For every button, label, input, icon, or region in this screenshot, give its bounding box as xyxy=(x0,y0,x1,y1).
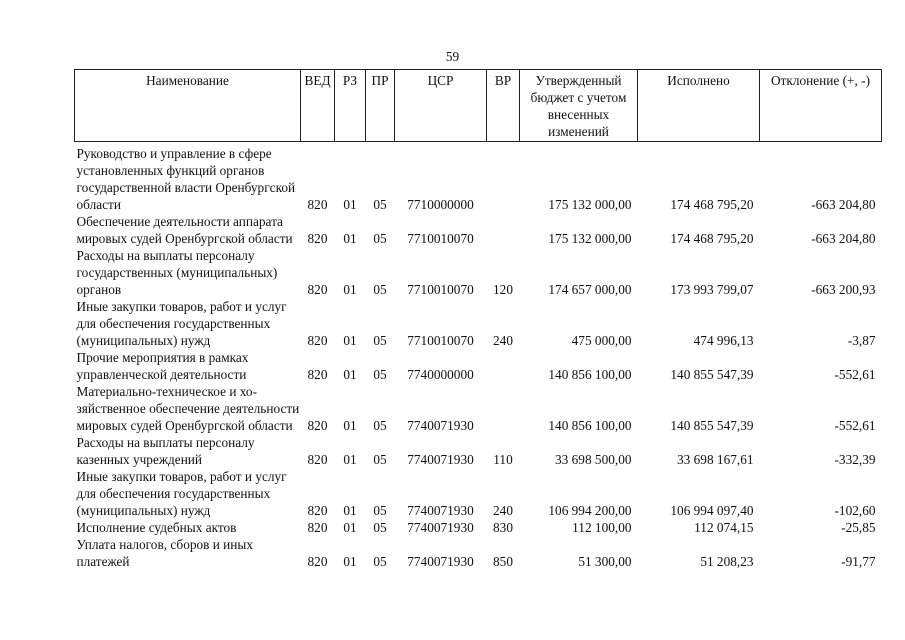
cell-approved: 140 856 100,00 xyxy=(548,418,632,433)
cell-approved: 106 994 200,00 xyxy=(548,503,632,518)
cell-executed: 33 698 167,61 xyxy=(677,452,754,467)
cell-pr: 05 xyxy=(373,520,387,535)
cell-pr: 05 xyxy=(373,503,387,518)
cell-csr: 7740071930 xyxy=(407,503,474,518)
table-header-row xyxy=(75,70,882,142)
cell-csr: 7740000000 xyxy=(407,367,474,382)
header-csr: ЦСР xyxy=(395,70,487,142)
cell-vr: 120 xyxy=(493,282,513,297)
cell-ved: 820 xyxy=(307,554,328,569)
cell-pr: 05 xyxy=(373,452,387,467)
table-row xyxy=(75,213,882,247)
cell-deviation: -552,61 xyxy=(834,418,876,433)
cell-name: Руководство и управление в сфере установленных функций органов государственной власти Оренбургской области xyxy=(76,146,296,212)
table-row xyxy=(75,383,882,434)
cell-vr: 830 xyxy=(493,520,513,535)
cell-deviation: -663 200,93 xyxy=(811,282,876,297)
cell-ved: 820 xyxy=(307,231,328,246)
cell-vr: 110 xyxy=(493,452,513,467)
cell-vr xyxy=(487,349,520,383)
cell-csr: 7740071930 xyxy=(407,520,474,535)
cell-approved: 175 132 000,00 xyxy=(548,197,632,212)
cell-csr: 7740071930 xyxy=(407,452,474,467)
cell-ved: 820 xyxy=(307,197,328,212)
cell-vr xyxy=(487,213,520,247)
cell-vr: 240 xyxy=(493,503,513,518)
cell-rz: 01 xyxy=(343,333,357,348)
cell-csr: 7740071930 xyxy=(407,554,474,569)
cell-rz: 01 xyxy=(343,503,357,518)
table-row xyxy=(75,142,882,214)
cell-pr: 05 xyxy=(373,554,387,569)
table-row xyxy=(75,468,882,519)
cell-vr: 850 xyxy=(493,554,513,569)
cell-name: Иные закупки товаров, работ и услуг для обеспечения государственных (муниципальных) нужд xyxy=(76,469,287,518)
cell-approved: 475 000,00 xyxy=(571,333,632,348)
cell-deviation: -25,85 xyxy=(841,520,876,535)
cell-csr: 7710010070 xyxy=(407,282,474,297)
cell-pr: 05 xyxy=(373,197,387,212)
table-row xyxy=(75,536,882,570)
cell-rz: 01 xyxy=(343,367,357,382)
cell-rz: 01 xyxy=(343,418,357,433)
cell-deviation: -102,60 xyxy=(834,503,876,518)
cell-ved: 820 xyxy=(307,333,328,348)
cell-pr: 05 xyxy=(373,367,387,382)
header-pr: ПР xyxy=(366,70,395,142)
table-row xyxy=(75,434,882,468)
header-ved: ВЕД xyxy=(301,70,335,142)
cell-executed: 112 074,15 xyxy=(694,520,754,535)
table-row xyxy=(75,349,882,383)
cell-deviation: -663 204,80 xyxy=(811,197,876,212)
cell-vr: 240 xyxy=(493,333,513,348)
cell-executed: 173 993 799,07 xyxy=(670,282,754,297)
cell-deviation: -663 204,80 xyxy=(811,231,876,246)
cell-pr: 05 xyxy=(373,418,387,433)
cell-ved: 820 xyxy=(307,418,328,433)
cell-executed: 174 468 795,20 xyxy=(670,197,754,212)
cell-name: Иные закупки товаров, работ и услуг для обеспечения государственных (муниципальных) нужд xyxy=(76,299,287,348)
cell-vr xyxy=(487,383,520,434)
budget-table xyxy=(74,69,882,570)
cell-executed: 140 855 547,39 xyxy=(670,418,754,433)
cell-name: Обеспечение деятельности аппарата мировых судей Оренбургской области xyxy=(76,214,293,246)
cell-name: Расходы на выплаты персоналу казенных учреждений xyxy=(76,435,255,467)
cell-csr: 7710010070 xyxy=(407,231,474,246)
header-vr: ВР xyxy=(487,70,520,142)
cell-approved: 174 657 000,00 xyxy=(548,282,632,297)
cell-pr: 05 xyxy=(373,282,387,297)
cell-csr: 7740071930 xyxy=(407,418,474,433)
header-approved: Утвержденный бюджет с учетом внесенных изменений xyxy=(520,70,638,142)
cell-executed: 474 996,13 xyxy=(693,333,754,348)
cell-approved: 140 856 100,00 xyxy=(548,367,632,382)
cell-executed: 106 994 097,40 xyxy=(670,503,754,518)
cell-pr: 05 xyxy=(373,231,387,246)
cell-ved: 820 xyxy=(307,503,328,518)
cell-rz: 01 xyxy=(343,520,357,535)
table-row xyxy=(75,519,882,536)
cell-name: Исполнение судебных актов xyxy=(76,520,237,535)
cell-name: Уплата налогов, сборов и иных платежей xyxy=(76,537,254,569)
cell-csr: 7710000000 xyxy=(407,197,474,212)
cell-deviation: -332,39 xyxy=(834,452,876,467)
cell-deviation: -552,61 xyxy=(834,367,876,382)
cell-approved: 175 132 000,00 xyxy=(548,231,632,246)
cell-name: Расходы на выплаты персоналу государственных (муниципальных) органов xyxy=(76,248,278,297)
cell-ved: 820 xyxy=(307,282,328,297)
cell-rz: 01 xyxy=(343,554,357,569)
page-number: 59 xyxy=(445,49,460,64)
cell-rz: 01 xyxy=(343,231,357,246)
cell-ved: 820 xyxy=(307,520,328,535)
header-rz: РЗ xyxy=(335,70,366,142)
cell-csr: 7710010070 xyxy=(407,333,474,348)
cell-pr: 05 xyxy=(373,333,387,348)
table-row xyxy=(75,298,882,349)
header-deviation: Отклонение (+, -) xyxy=(760,70,882,142)
cell-approved: 33 698 500,00 xyxy=(555,452,632,467)
cell-deviation: -3,87 xyxy=(847,333,876,348)
cell-name: Прочие мероприятия в рамках управленческой деятельности xyxy=(76,350,249,382)
cell-approved: 51 300,00 xyxy=(578,554,632,569)
cell-vr xyxy=(487,142,520,214)
cell-executed: 174 468 795,20 xyxy=(670,231,754,246)
cell-ved: 820 xyxy=(307,452,328,467)
cell-ved: 820 xyxy=(307,367,328,382)
cell-rz: 01 xyxy=(343,282,357,297)
cell-rz: 01 xyxy=(343,452,357,467)
header-executed: Исполнено xyxy=(638,70,760,142)
table-row xyxy=(75,247,882,298)
header-name: Наименование xyxy=(75,70,301,142)
cell-name: Материально-техническое и хозяйственное обеспечение деятельности мировых судей Оренбургской области xyxy=(76,384,300,433)
cell-rz: 01 xyxy=(343,197,357,212)
cell-executed: 140 855 547,39 xyxy=(670,367,754,382)
cell-deviation: -91,77 xyxy=(841,554,876,569)
cell-approved: 112 100,00 xyxy=(572,520,632,535)
cell-executed: 51 208,23 xyxy=(700,554,754,569)
